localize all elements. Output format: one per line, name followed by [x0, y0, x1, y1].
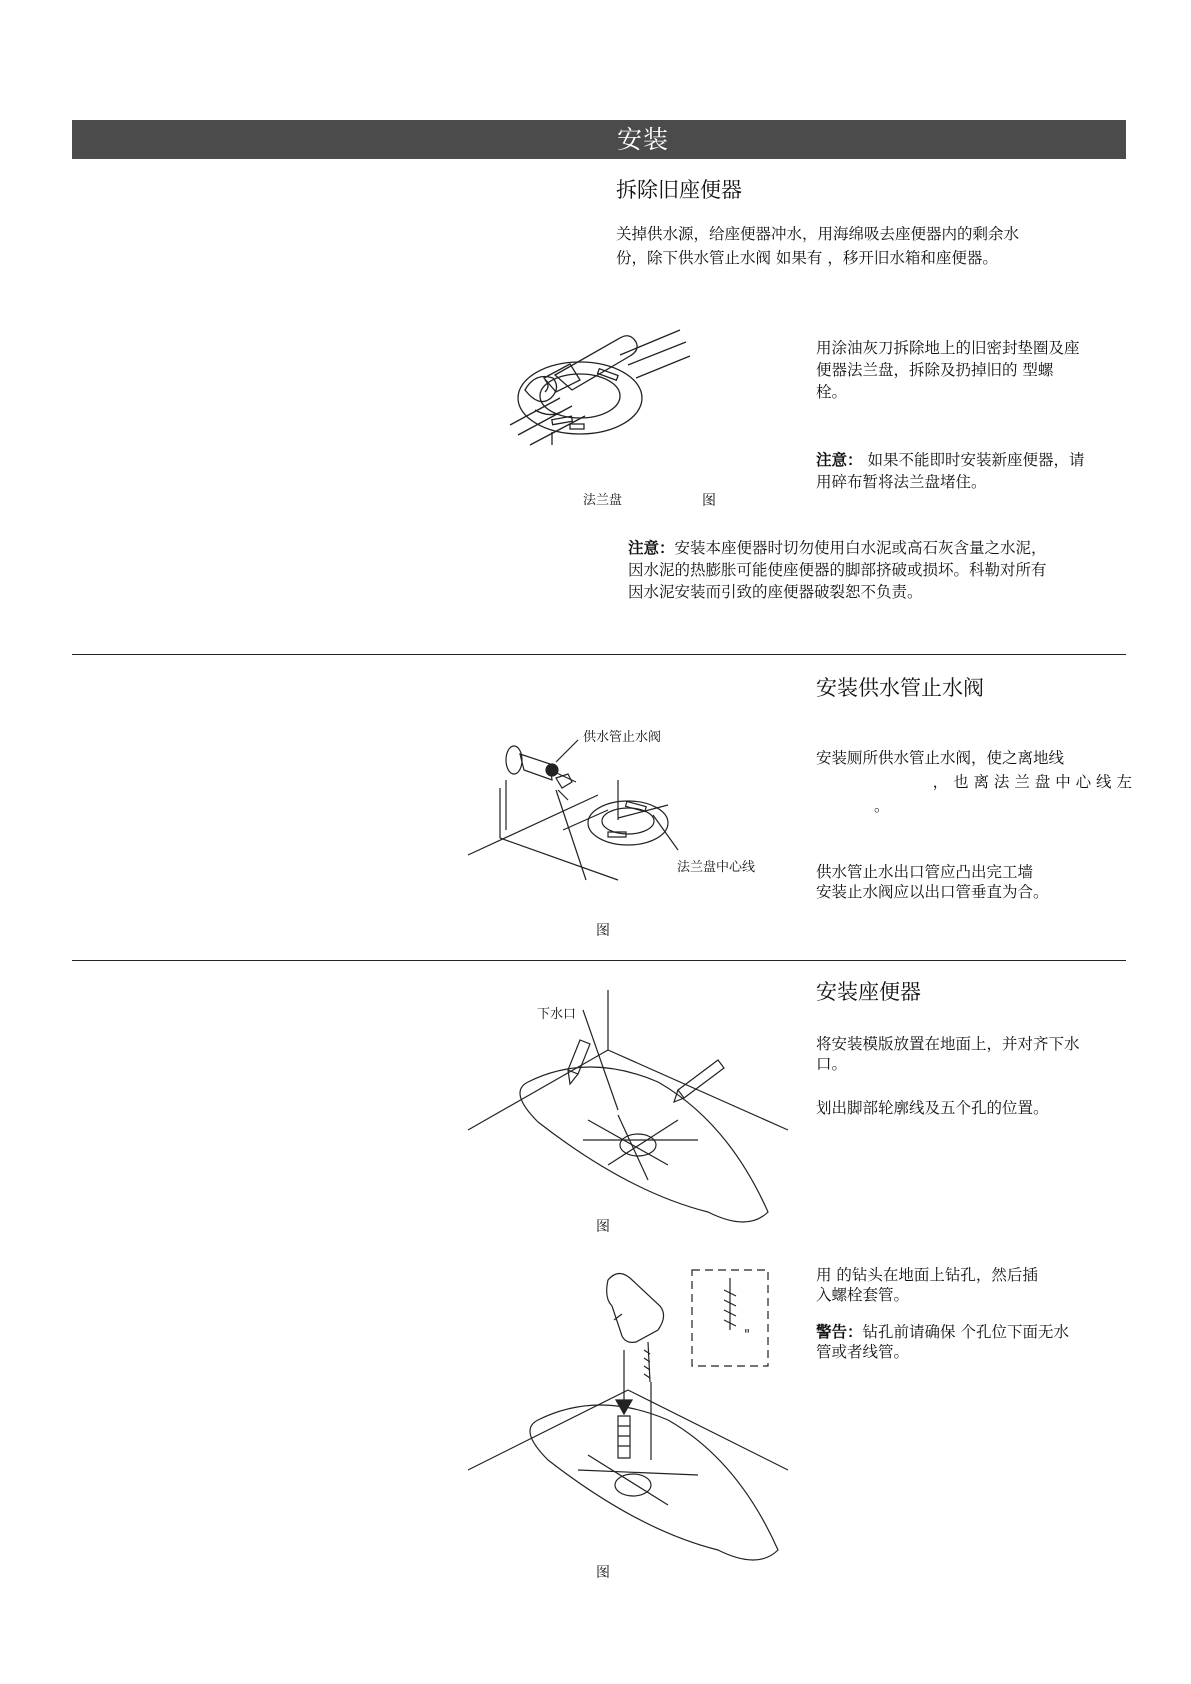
section3-para1-line1: 将安装模版放置在地面上，并对齐下水	[816, 1035, 1080, 1053]
section3-drill-line2: 入螺栓套管。	[816, 1286, 910, 1304]
flange-centerline-label: 法兰盘中心线	[677, 860, 756, 875]
section1-warning-line2: 因水泥的热膨胀可能使座便器的脚部挤破或损坏。科勒对所有	[628, 561, 1047, 579]
warning-label: 注意：	[628, 539, 675, 557]
section-divider	[72, 654, 1126, 655]
figure-number-label: 图	[596, 923, 610, 939]
section3-para1-line2: 口。	[816, 1055, 848, 1073]
figure-putty-knife-flange	[500, 320, 690, 475]
section3-drill-line1: 用 的钻头在地面上钻孔，然后插	[816, 1266, 1038, 1284]
section1-note-line2: 用碎布暂将法兰盘堵住。	[816, 473, 987, 491]
section1-para2-line2: 便器法兰盘，拆除及扔掉旧的 型螺	[816, 361, 1054, 379]
flange-label: 法兰盘	[583, 493, 623, 508]
section-banner	[72, 120, 1126, 159]
section1-para1-line1: 关掉供水源，给座便器冲水，用海绵吸去座便器内的剩余水	[616, 225, 1020, 243]
warning-text-line1: 安装本座便器时切勿使用白水泥或高石灰含量之水泥，	[674, 539, 1047, 557]
warning-label: 警告：	[816, 1323, 863, 1341]
figure-number-label: 图	[596, 1219, 610, 1235]
section1-para2-line3: 栓。	[816, 383, 848, 401]
section1-para2-line1: 用涂油灰刀拆除地上的旧密封垫圈及座	[816, 339, 1080, 357]
section2-para1-line3: 。	[874, 797, 890, 815]
figure-drilling	[468, 1270, 788, 1570]
figure-number-label: 图	[596, 1565, 610, 1581]
section3-warning-line2: 管或者线管。	[816, 1343, 910, 1361]
section1-warning-line1	[628, 538, 1047, 558]
section3-para2: 划出脚部轮廓线及五个孔的位置。	[816, 1099, 1049, 1117]
warning-text-line1: 钻孔前请确保 个孔位下面无水	[862, 1323, 1069, 1341]
section-divider	[72, 960, 1126, 961]
section2-para2-line1: 供水管止水出口管应凸出完工墙	[816, 863, 1034, 881]
drain-outlet-label: 下水口	[537, 1007, 577, 1022]
page-title: 安装	[617, 125, 670, 154]
section-heading-remove-old-toilet: 拆除旧座便器	[616, 178, 742, 202]
section1-para1-line2: 份，除下供水管止水阀 如果有 ，移开旧水箱和座便器。	[616, 249, 998, 267]
note-label: 注意：	[816, 451, 863, 469]
note-text-line1: 如果不能即时安装新座便器，请	[867, 451, 1085, 469]
section2-para1-line1: 安装厕所供水管止水阀，使之离地线	[816, 749, 1065, 767]
figure-number-label: 图	[702, 493, 716, 509]
drill-size-mark: "	[744, 1328, 750, 1343]
section-heading-install-supply-valve: 安装供水管止水阀	[816, 676, 984, 700]
section1-note-line1	[816, 450, 1084, 470]
supply-valve-label: 供水管止水阀	[583, 730, 662, 745]
section3-warning-line1	[816, 1322, 1069, 1342]
section1-warning-line3: 因水泥安装而引致的座便器破裂恕不负责。	[628, 583, 923, 601]
section2-para1-line2: ， 也 离 法 兰 盘 中 心 线 左	[932, 773, 1132, 791]
figure-template-marking	[468, 990, 788, 1220]
section2-para2-line2: 安装止水阀应以出口管垂直为合。	[816, 883, 1049, 901]
section-heading-install-toilet: 安装座便器	[816, 980, 921, 1004]
